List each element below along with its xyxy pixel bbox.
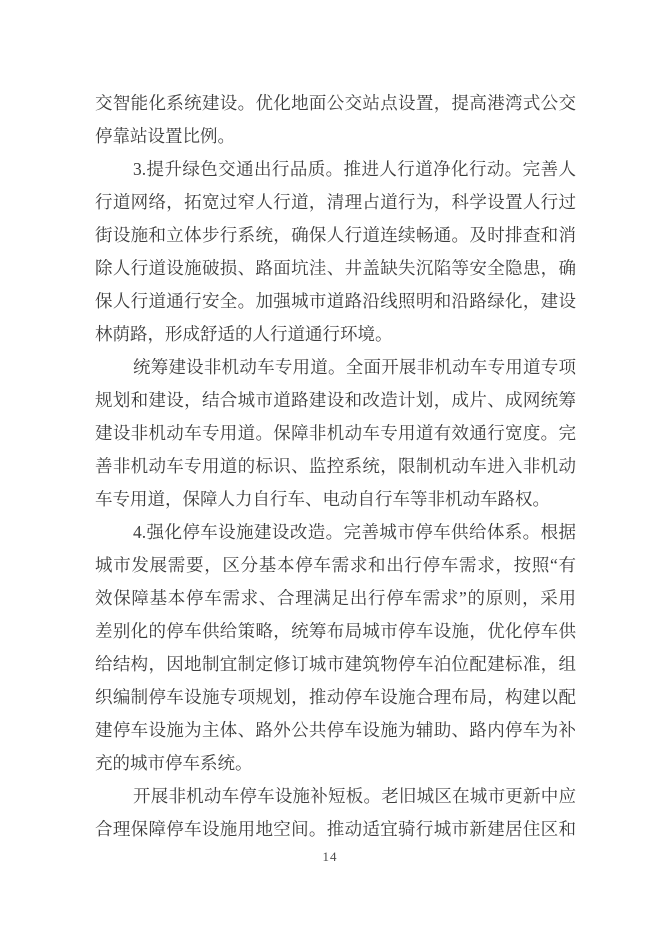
text-line: 3.提升绿色交通出行品质。推进人行道净化行动。完善人 bbox=[133, 159, 576, 179]
text-line: 街设施和立体步行系统，确保人行道连续畅通。及时排查和消 bbox=[95, 225, 576, 245]
text-line: 除人行道设施破损、路面坑洼、井盖缺失沉陷等安全隐患，确 bbox=[95, 258, 576, 278]
text-line: 建停车设施为主体、路外公共停车设施为辅助、路内停车为补 bbox=[95, 720, 576, 740]
document-body bbox=[95, 87, 576, 846]
text-line: 开展非机动车停车设施补短板。老旧城区在城市更新中应 bbox=[133, 786, 576, 806]
text-line: 城市发展需要，区分基本停车需求和出行停车需求，按照“有 bbox=[95, 555, 576, 575]
text-line: 车专用道，保障人力自行车、电动自行车等非机动车路权。 bbox=[95, 489, 550, 509]
text-line: 交智能化系统建设。优化地面公交站点设置，提高港湾式公交 bbox=[95, 93, 576, 113]
text-line: 充的城市停车系统。 bbox=[95, 753, 253, 773]
text-line: 效保障基本停车需求、合理满足出行停车需求”的原则，采用 bbox=[95, 588, 576, 608]
text-line: 织编制停车设施专项规划，推动停车设施合理布局，构建以配 bbox=[95, 687, 576, 707]
text-line: 给结构，因地制宜制定修订城市建筑物停车泊位配建标准，组 bbox=[95, 654, 576, 674]
text-line: 合理保障停车设施用地空间。推动适宜骑行城市新建居住区和 bbox=[95, 819, 576, 839]
text-line: 统筹建设非机动车专用道。全面开展非机动车专用道专项 bbox=[133, 357, 576, 377]
text-line: 善非机动车专用道的标识、监控系统，限制机动车进入非机动 bbox=[95, 456, 576, 476]
text-line: 差别化的停车供给策略，统筹布局城市停车设施，优化停车供 bbox=[95, 621, 576, 641]
text-line: 行道网络，拓宽过窄人行道，清理占道行为，科学设置人行过 bbox=[95, 192, 576, 212]
text-line: 停靠站设置比例。 bbox=[95, 126, 235, 146]
text-line: 保人行道通行安全。加强城市道路沿线照明和沿路绿化，建设 bbox=[95, 291, 576, 311]
text-line: 林荫路，形成舒适的人行道通行环境。 bbox=[95, 324, 393, 344]
page-number: 14 bbox=[322, 849, 338, 864]
text-line: 4.强化停车设施建设改造。完善城市停车供给体系。根据 bbox=[133, 522, 576, 542]
text-line: 建设非机动车专用道。保障非机动车专用道有效通行宽度。完 bbox=[95, 423, 576, 443]
text-line: 规划和建设，结合城市道路建设和改造计划，成片、成网统筹 bbox=[95, 390, 576, 410]
